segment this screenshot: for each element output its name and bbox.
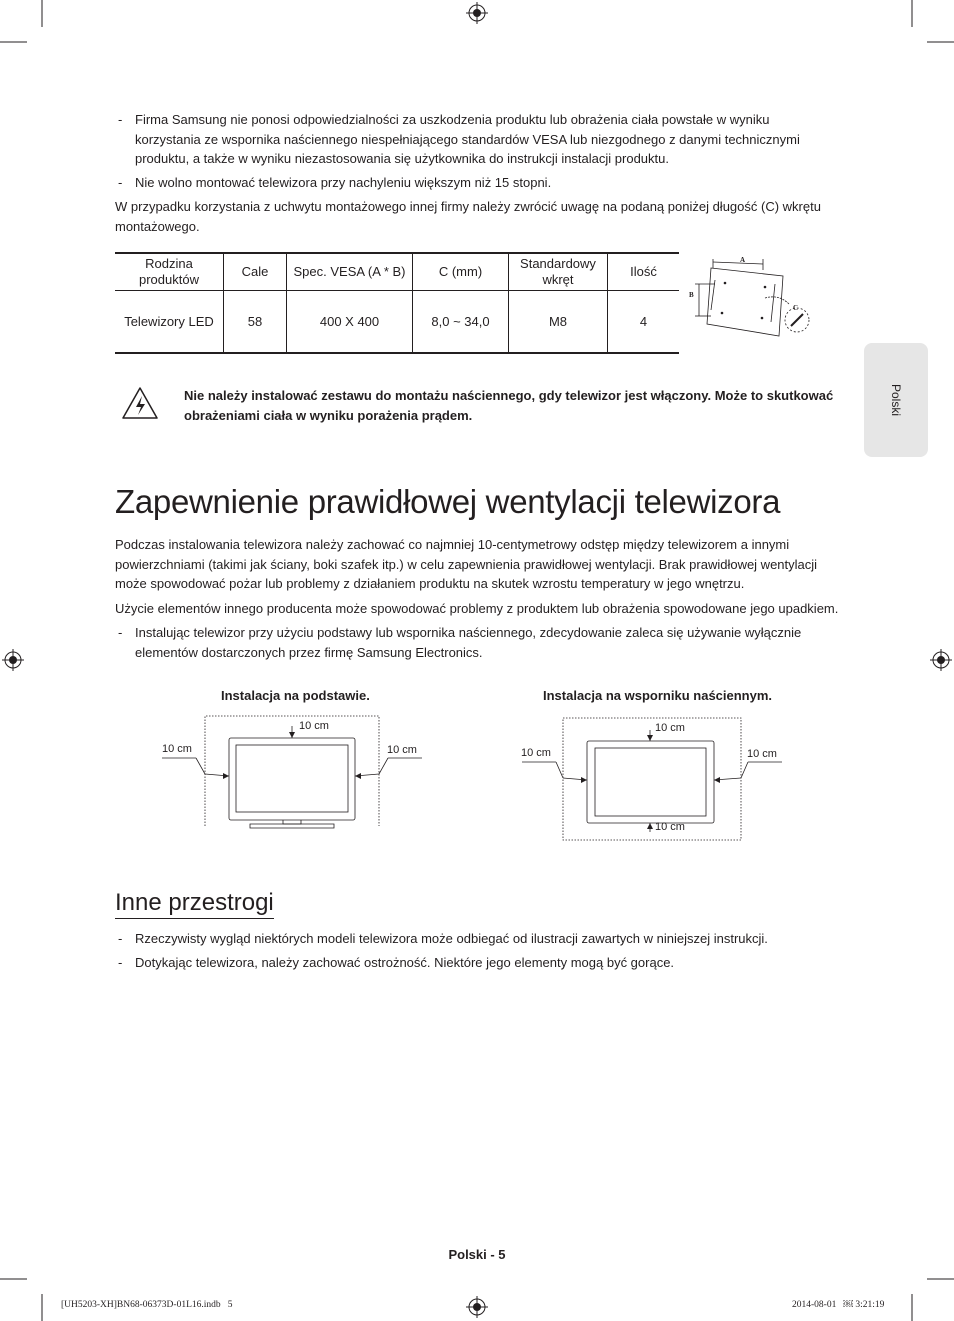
section-title: Inne przestrogi xyxy=(115,889,274,919)
bullet-text: Rzeczywisty wygląd niektórych modeli telewizora może odbiegać od ilustracji zawartych w niniejszej instrukcji. xyxy=(135,931,768,946)
table-header-cell: Spec. VESA (A * B) xyxy=(287,253,413,291)
registration-mark-icon xyxy=(930,649,952,671)
gap-label-left: 10 cm xyxy=(521,747,551,759)
table-cell: 4 xyxy=(608,291,680,354)
gap-label-top: 10 cm xyxy=(299,720,329,732)
page-footer: Polski - 5 xyxy=(448,1247,506,1262)
print-info-left: [UH5203-XH]BN68-06373D-01L16.indb 5 xyxy=(61,1300,233,1310)
list-item xyxy=(115,929,830,949)
gap-label-bottom: 10 cm xyxy=(655,821,685,833)
caption-stand-install: Instalacja na podstawie. xyxy=(221,688,370,703)
bullet-dash: - xyxy=(118,112,123,127)
table-header-row xyxy=(115,253,679,291)
caption-wall-install: Instalacja na wsporniku naściennym. xyxy=(543,688,773,703)
bullet-text: Nie wolno montować telewizora przy nachyleniu większym niż 15 stopni. xyxy=(135,175,552,190)
electric-shock-warning-icon xyxy=(121,386,159,420)
diagram-label-a: A xyxy=(740,256,746,264)
wall-mount-diagram xyxy=(685,250,815,345)
gap-label-left: 10 cm xyxy=(162,743,192,755)
stand-install-diagram xyxy=(150,708,430,833)
bullet-dash: - xyxy=(118,625,123,640)
paragraph: Podczas instalowania telewizora należy zachować co najmniej 10-centymetrowy odstęp między telewizorem a innymi powierzchniami (takimi jak ściany, boki szafek itp.) w celu zapewnienia prawidłowej wentylacji. Brak prawidłowej wentylacji może spowodować pożar lub problemy z działaniem produktu na skutek wzrostu temperatury w jego wnętrzu. xyxy=(115,537,818,591)
list-item xyxy=(115,953,830,973)
bullet-text: Dotykając telewizora, należy zachować ostrożność. Niektóre jego elementy mogą być gorące. xyxy=(135,955,675,970)
bullet-text: Instalując telewizor przy użyciu podstawy lub wspornika naściennego, zdecydowanie zaleca się używanie wyłącznie elementów dostarczonych przez firmę Samsung Electronics. xyxy=(135,625,802,660)
table-cell: M8 xyxy=(509,291,608,354)
table-header-cell: Cale xyxy=(224,253,287,291)
bullet-dash: - xyxy=(118,175,123,190)
warning-text: Nie należy instalować zestawu do montażu naściennego, gdy telewizor jest włączony. Może to skutkować obrażeniami ciała w wyniku porażenia prądem. xyxy=(184,388,834,423)
diagram-label-b: B xyxy=(689,291,694,299)
gap-label-top: 10 cm xyxy=(655,722,685,734)
table-cell: 58 xyxy=(224,291,287,354)
print-info-right: 2014-08-01 ￼ 3:21:19 xyxy=(792,1300,885,1310)
section-title: Zapewnienie prawidłowej wentylacji telewizora xyxy=(115,483,781,520)
list-item xyxy=(115,623,830,662)
gap-label-right: 10 cm xyxy=(387,744,417,756)
registration-mark-icon xyxy=(466,1296,488,1318)
table-row xyxy=(115,291,679,354)
table-cell: Telewizory LED xyxy=(115,291,224,354)
table-header-cell: Ilość xyxy=(608,253,680,291)
list-item xyxy=(115,110,830,169)
vesa-spec-table xyxy=(115,252,679,354)
registration-mark-icon xyxy=(2,649,24,671)
bullet-dash: - xyxy=(118,955,123,970)
table-cell: 400 X 400 xyxy=(287,291,413,354)
table-cell: 8,0 ~ 34,0 xyxy=(413,291,509,354)
gap-label-right: 10 cm xyxy=(747,748,777,760)
bullet-text: Firma Samsung nie ponosi odpowiedzialności za uszkodzenia produktu lub obrażenia ciała powstałe w wyniku korzystania ze wspornika naściennego niespełniającego standardów VESA lub niezgodnego z danymi technicznymi produktu, a także w wyniku niezastosowania się użytkownika do instrukcji instalacji produktu. xyxy=(135,112,800,166)
registration-mark-icon xyxy=(466,2,488,24)
list-item xyxy=(115,173,830,193)
paragraph: Użycie elementów innego producenta może spowodować problemy z produktem lub obrażenia spowodowane jego upadkiem. xyxy=(115,601,839,616)
table-header-cell: Standardowy wkręt xyxy=(509,253,608,291)
table-header-cell: C (mm) xyxy=(413,253,509,291)
side-tab-label: Polski xyxy=(889,383,903,417)
bullet-dash: - xyxy=(118,931,123,946)
language-side-tab xyxy=(864,343,928,457)
diagram-label-c: C xyxy=(793,304,799,312)
intro-paragraph: W przypadku korzystania z uchwytu montażowego innej firmy należy zwrócić uwagę na podaną poniżej długość (C) wkrętu montażowego. xyxy=(115,199,821,234)
wall-install-diagram xyxy=(510,708,795,843)
table-header-cell: Rodzina produktów xyxy=(115,253,224,291)
